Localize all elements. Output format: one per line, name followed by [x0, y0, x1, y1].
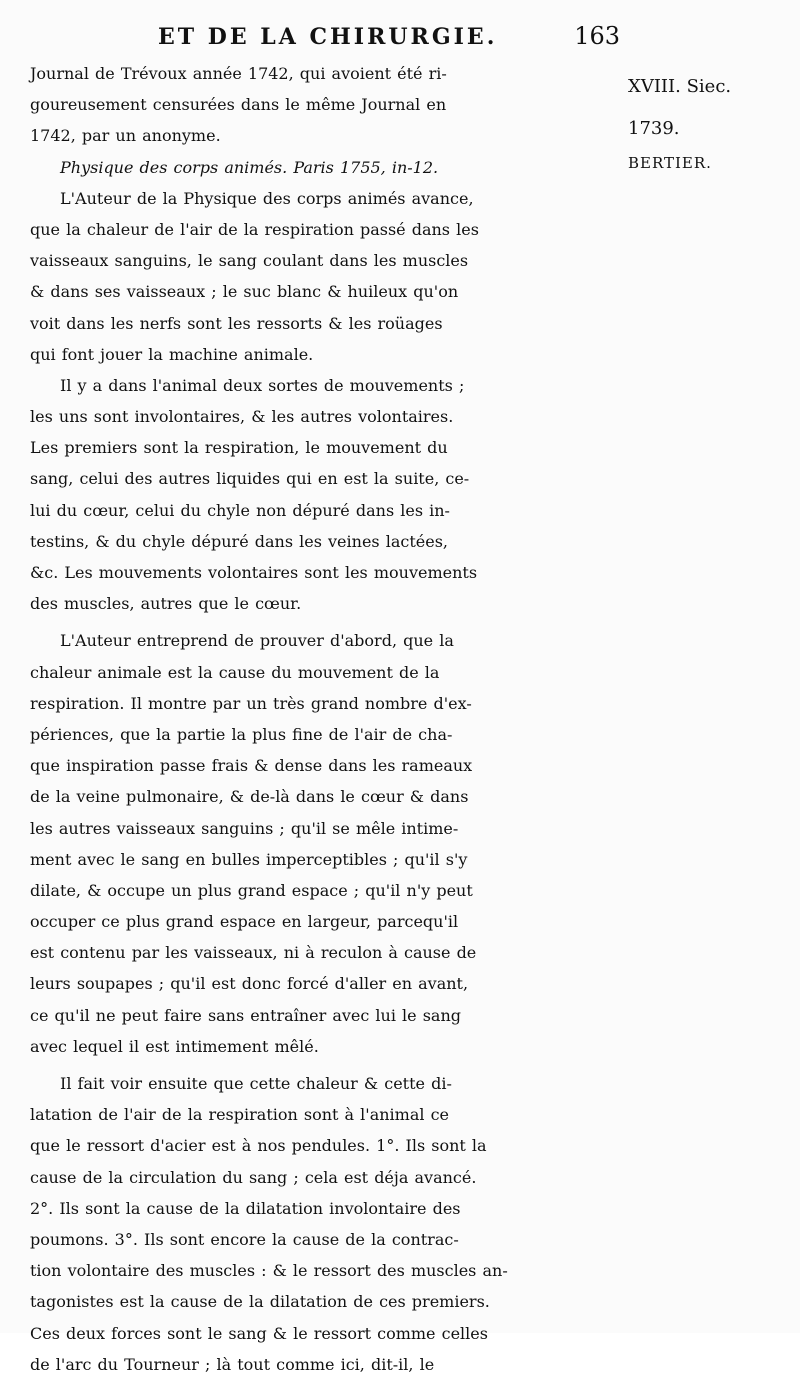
text-line: goureusement censurées dans le même Journal en — [30, 95, 447, 115]
text-line: voit dans les nerfs sont les ressorts & les roüages — [30, 313, 443, 333]
margin-note-author: BERTIER. — [628, 154, 712, 172]
text-line: 2°. Ils sont la cause de la dilatation involontaire des — [30, 1198, 461, 1218]
text-line: ment avec le sang en bulles imperceptibles ; qu'il s'y — [30, 849, 468, 869]
text-line: avec lequel il est intimement mêlé. — [30, 1036, 319, 1056]
margin-notes — [628, 76, 793, 194]
text-line: occuper ce plus grand espace en largeur, parcequ'il — [30, 912, 459, 932]
body-text — [30, 58, 645, 1380]
text-line: que la chaleur de l'air de la respiration passé dans les — [30, 219, 479, 239]
text-line: testins, & du chyle dépuré dans les veines lactées, — [30, 531, 448, 551]
text-line: est contenu par les vaisseaux, ni à reculon à cause de — [30, 943, 477, 963]
text-line: qui font jouer la machine animale. — [30, 344, 314, 364]
text-line: & dans ses vaisseaux ; le suc blanc & huileux qu'on — [30, 282, 459, 302]
text-line: Journal de Trévoux année 1742, qui avoient été ri- — [30, 64, 447, 83]
text-line: tion volontaire des muscles : & le ressort des muscles an- — [30, 1261, 508, 1281]
text-line: 1742, par un anonyme. — [30, 126, 221, 146]
book-citation: Physique des corps animés. Paris 1755, in-12. — [60, 157, 439, 177]
text-line: périences, que la partie la plus fine de l'air de cha- — [30, 724, 453, 744]
text-line: les autres vaisseaux sanguins ; qu'il se mêle intime- — [30, 818, 459, 838]
text-line: les uns sont involontaires, & les autres volontaires. — [30, 407, 454, 427]
text-line: lui du cœur, celui du chyle non dépuré dans les in- — [30, 500, 450, 520]
text-line: &c. Les mouvements volontaires sont les mouvements — [30, 563, 478, 582]
text-line: Ces deux forces sont le sang & le ressort comme celles — [30, 1323, 488, 1343]
text-line: que le ressort d'acier est à nos pendules. 1°. Ils sont la — [30, 1136, 487, 1156]
text-line: ce qu'il ne peut faire sans entraîner avec lui le sang — [30, 1005, 462, 1025]
text-line: L'Auteur de la Physique des corps animés avance, — [60, 188, 474, 208]
text-line: L'Auteur entreprend de prouver d'abord, que la — [60, 631, 454, 651]
running-head: ET DE LA CHIRURGIE. — [158, 24, 498, 50]
text-line: que inspiration passe frais & dense dans les rameaux — [30, 756, 473, 776]
text-line: cause de la circulation du sang ; cela est déja avancé. — [30, 1167, 477, 1187]
text-line: Il fait voir ensuite que cette chaleur & cette di- — [60, 1074, 452, 1093]
text-line: Il y a dans l'animal deux sortes de mouvements ; — [60, 375, 465, 395]
text-line: tagonistes est la cause de la dilatation de ces premiers. — [30, 1292, 490, 1312]
text-line: des muscles, autres que le cœur. — [30, 594, 302, 614]
text-line: sang, celui des autres liquides qui en est la suite, ce- — [30, 469, 470, 489]
text-line: de la veine pulmonaire, & de-là dans le cœur & dans — [30, 787, 469, 807]
text-line: Les premiers sont la respiration, le mouvement du — [30, 438, 448, 458]
text-line: chaleur animale est la cause du mouvement de la — [30, 662, 440, 682]
text-line: latation de l'air de la respiration sont à l'animal ce — [30, 1105, 449, 1125]
text-line: de l'arc du Tourneur ; là tout comme ici, dit-il, le — [30, 1354, 435, 1374]
page-header — [150, 22, 620, 56]
margin-note-century: XVIII. Siec. — [628, 76, 732, 97]
text-line: poumons. 3°. Ils sont encore la cause de la contrac- — [30, 1229, 459, 1249]
page-number: 163 — [574, 22, 620, 50]
text-line: dilate, & occupe un plus grand espace ; qu'il n'y peut — [30, 880, 473, 900]
margin-note-year: 1739. — [628, 118, 680, 139]
text-line: vaisseaux sanguins, le sang coulant dans les muscles — [30, 251, 469, 271]
text-line: respiration. Il montre par un très grand nombre d'ex- — [30, 693, 472, 713]
text-line: leurs soupapes ; qu'il est donc forcé d'aller en avant, — [30, 974, 469, 994]
